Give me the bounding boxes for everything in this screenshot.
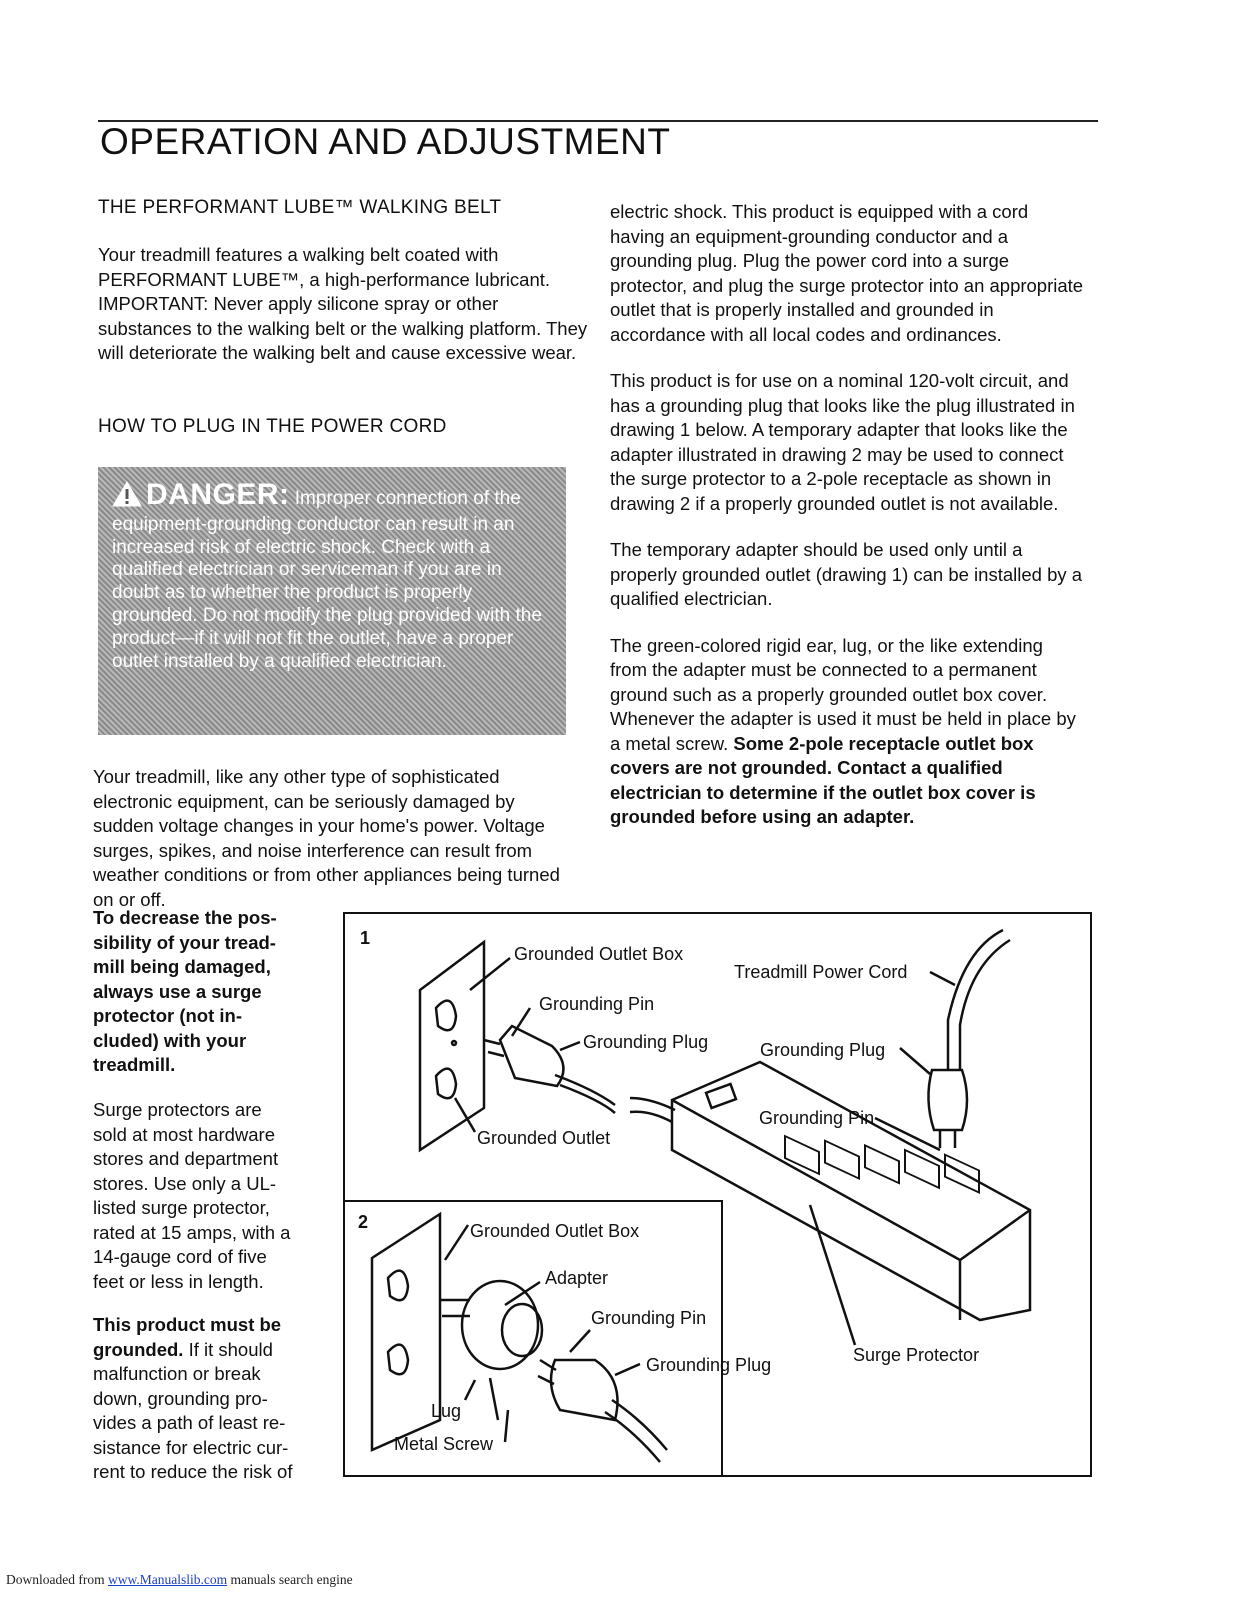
outlet-plate-icon: [420, 942, 484, 1150]
label-grounded-outlet-box: Grounded Outlet Box: [514, 944, 684, 964]
danger-label: DANGER:: [146, 478, 290, 511]
ground-ear-text: The green-colored rigid ear, lug, or the like extending from the adapter must be connected to a permanent ground such as a properly grounded outlet box cover. Whenever the adapter is used it must be held in place by a metal screw.: [610, 634, 1076, 754]
label-grounding-plug: Grounding Plug: [583, 1032, 709, 1052]
page-title: OPERATION AND ADJUSTMENT: [100, 121, 671, 162]
footer-prefix: Downloaded from: [6, 1572, 108, 1587]
label-lug: Lug: [431, 1401, 462, 1421]
manualslib-link[interactable]: www.Manualslib.com: [107, 1572, 228, 1587]
text-line: stores. Use only a UL-: [93, 1172, 277, 1194]
drawing-2-number: 2: [358, 1212, 369, 1232]
bold-line: sibility of your tread-: [93, 931, 276, 953]
receptacle-icon: [436, 1001, 456, 1031]
grounding-plug-icon-2: [928, 1070, 967, 1130]
grounding-plug-icon: [500, 1026, 563, 1086]
footer-suffix: manuals search engine: [227, 1572, 353, 1587]
text-line: sold at most hardware: [93, 1123, 276, 1145]
outlet-plate-icon-2: [372, 1214, 440, 1450]
text-line: malfunction or break: [93, 1363, 261, 1384]
label-adapter: Adapter: [545, 1268, 609, 1288]
bold-line: treadmill.: [93, 1054, 176, 1075]
walking-belt-paragraph: Your treadmill features a walking belt coated with PERFORMANT LUBE™, a high-performance lubricant. IMPORTANT: Never apply silicone spray or other substances to the walking belt or the walking platform. They will deteriorate the walking belt and cause excessive wear.: [98, 244, 588, 363]
ground-ear-bold-text: Some 2-pole receptacle outlet box covers are not grounded. Contact a qualified electrician to determine if the outlet box cover is grounded before using an adapter.: [610, 732, 1036, 827]
section-heading-walking-belt: THE PERFORMANT LUBE™ WALKING BELT: [98, 197, 502, 218]
download-footer: [6, 1572, 353, 1588]
receptacle-icon: [436, 1069, 456, 1099]
text-line: vides a path of least re-: [93, 1412, 286, 1433]
danger-text: Improper connection of the equipment-grounding conductor can result in an increased risk of electric shock. Check with a qualified electrician or serviceman if you are in doubt as to whether the product is properly grounded. Do not modify the plug provided with the product—if it will not fit the outlet, have a proper outlet installed by a qualified electrician.: [112, 488, 542, 672]
text-line: sistance for electric cur-: [93, 1436, 289, 1458]
label-grounding-pin-3: Grounding Pin: [591, 1308, 707, 1328]
grounding-plug-icon-3: [551, 1360, 618, 1420]
label-grounded-outlet-box-2: Grounded Outlet Box: [470, 1221, 640, 1241]
bold-line: always use a surge: [93, 980, 262, 1002]
bold-line: grounded.: [93, 1338, 184, 1360]
label-grounding-pin-2: Grounding Pin: [759, 1108, 875, 1128]
text-line: listed surge protector,: [93, 1197, 270, 1218]
label-grounding-pin: Grounding Pin: [539, 994, 655, 1014]
grounding-instructions: electric shock. This product is equipped with a cord having an equipment-grounding conductor and a grounding plug. Plug the power cord into a surge protector, and plug the surge protector into an appropriate outlet that is properly installed and grounded in accordance with all local codes and ordinances.: [610, 201, 1084, 345]
text-line: rent to reduce the risk of: [93, 1461, 293, 1482]
bold-line: To decrease the pos-: [93, 907, 277, 928]
text-line: If it should: [188, 1338, 273, 1360]
bold-line: mill being damaged,: [93, 956, 271, 977]
text-line: stores and department: [93, 1148, 279, 1169]
bold-line: This product must be: [93, 1314, 282, 1335]
text-line: Surge protectors are: [93, 1099, 262, 1120]
label-grounding-plug-2: Grounding Plug: [760, 1040, 886, 1060]
text-line: 14-gauge cord of five: [93, 1246, 267, 1267]
surge-outlets-icon: [785, 1136, 979, 1192]
label-surge-protector: Surge Protector: [853, 1345, 980, 1365]
section-heading-power-cord: HOW TO PLUG IN THE POWER CORD: [98, 416, 447, 437]
bold-line: cluded) with your: [93, 1029, 247, 1051]
power-switch-icon: [706, 1084, 736, 1108]
adapter-paragraph: The temporary adapter should be used only until a properly grounded outlet (drawing 1) can be installed by a qualified electrician.: [610, 539, 1083, 609]
label-grounding-plug-3: Grounding Plug: [646, 1355, 772, 1375]
voltage-paragraph: This product is for use on a nominal 120-volt circuit, and has a grounding plug that looks like the plug illustrated in drawing 1 below. A temporary adapter that looks like the adapter illustrated in drawing 2 may be used to connect the surge protector to a 2-pole receptacle as shown in drawing 2 if a properly grounded outlet is not available.: [610, 370, 1075, 514]
metal-screw-icon: [490, 1378, 498, 1420]
label-grounded-outlet: Grounded Outlet: [477, 1128, 611, 1148]
drawing-1-number: 1: [360, 928, 371, 948]
label-treadmill-power-cord: Treadmill Power Cord: [734, 962, 908, 982]
text-line: rated at 15 amps, with a: [93, 1221, 291, 1243]
text-line: down, grounding pro-: [93, 1387, 268, 1409]
label-metal-screw: Metal Screw: [394, 1434, 494, 1454]
text-line: feet or less in length.: [93, 1270, 264, 1292]
surge-paragraph: Your treadmill, like any other type of sophisticated electronic equipment, can be seriously damaged by sudden voltage changes in your home's power. Voltage surges, spikes, and noise interference can result from weather conditions or from other appliances being turned on or off.: [93, 766, 560, 910]
bold-line: protector (not in-: [93, 1005, 243, 1026]
